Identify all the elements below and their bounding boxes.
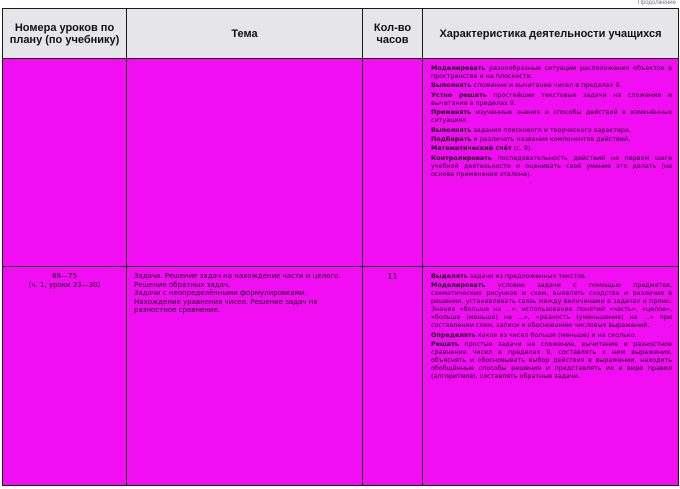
activity-text: и различать названия компонентов действий. — [471, 134, 631, 143]
lesson-number-cell: 68—75 (ч. 1, уроки 23—30) — [3, 267, 127, 486]
activity-item — [431, 331, 672, 339]
lesson-number-cell — [3, 59, 127, 267]
activity-text: разнообразные ситуации расположения объектов в пространстве и на плоскости. — [431, 64, 672, 80]
header-activity: Характеристика деятельности учащихся — [423, 9, 679, 59]
activity-verb: Моделировать — [431, 64, 486, 72]
activity-item — [431, 64, 672, 80]
table-row — [3, 59, 679, 267]
topic-cell — [127, 59, 363, 267]
activity-item — [431, 272, 672, 280]
topic-cell: Задача. Решение задач на нахождение части и целого. Решение обратных задач. Задачи с неопределёнными формулировками. Нахождение уравнения чисел. Решение задач на разностное сравнение. — [127, 267, 363, 486]
activity-verb: Математический счёт — [431, 144, 512, 153]
activity-verb: Определять — [431, 330, 476, 339]
activity-verb: Подбирать — [431, 134, 472, 143]
activity-text: последовательность действий на первом шаге учебной деятельности и оценивать своё умение это делать (на основе применения эталона). — [431, 153, 672, 178]
hours-cell: 11 — [363, 267, 423, 486]
activity-text: задачи из предложенных текстов. — [467, 272, 587, 280]
activity-verb: Контролировать — [431, 153, 492, 162]
table-row — [3, 267, 679, 486]
hours-cell — [363, 59, 423, 267]
activity-text: простые задачи на сложение, вычитание и разностное сравнение чисел в пределах 9, составлять к ним выражения, объяснять и обосновывать выбор действия в выражении, находить обобщённые способы решения и представлять их в виде правил (алгоритмов), составлять обратные задачи. — [431, 340, 672, 381]
activity-verb: Устно решать — [431, 90, 487, 99]
activity-verb: Решать — [431, 340, 459, 349]
activity-item — [431, 91, 672, 107]
activity-verb: Применять — [431, 108, 472, 117]
header-lesson-number: Номера уроков по плану (по учебнику) — [3, 9, 127, 59]
activity-verb: Выполнять — [431, 125, 472, 134]
activity-item — [431, 126, 672, 134]
activity-item — [431, 81, 672, 89]
activity-verb: Выполнять — [431, 81, 472, 90]
activity-verb: Моделировать — [431, 281, 486, 290]
activity-cell — [423, 59, 679, 267]
activity-text: сложение и вычитание чисел в пределах 9. — [471, 81, 622, 90]
activity-text: какое из чисел больше (меньше) и на сколько. — [475, 330, 637, 339]
activity-verb: Выделять — [431, 272, 468, 280]
header-hours: Кол-во часов — [363, 9, 423, 59]
continuation-mark: Продолжение — [637, 0, 676, 6]
activity-item — [431, 281, 672, 329]
activity-cell — [423, 267, 679, 486]
activity-text: (с. 9). — [511, 144, 533, 153]
header-row — [3, 9, 679, 59]
header-topic: Тема — [127, 9, 363, 59]
activity-item — [431, 108, 672, 124]
lesson-plan-table — [2, 8, 679, 486]
activity-item — [431, 135, 672, 143]
activity-item — [431, 144, 672, 152]
activity-text: условие задачи с помощью предметов, схематических рисунков и схем, выявлять сходства и различия в решении, устанавливать связь между величинами в задачах и прямо. Знание «больше на ...», использование понятий «часть», «целое», «больше (меньше) на ...», «разность (уменьшение) на ...» при составлении схем, записи и обоснованию числовых выражений. — [431, 281, 672, 330]
activity-item — [431, 154, 672, 178]
activity-text: простейшие текстовые задачи на сложение и вычитание в пределах 9. — [431, 90, 673, 107]
activity-text: задания поискового и творческого характера. — [471, 125, 631, 134]
activity-item — [431, 340, 672, 380]
activity-list — [424, 268, 677, 382]
activity-list — [424, 60, 677, 179]
activity-text: изученные знания и способы действий в изменённых ситуациях. — [431, 108, 672, 125]
